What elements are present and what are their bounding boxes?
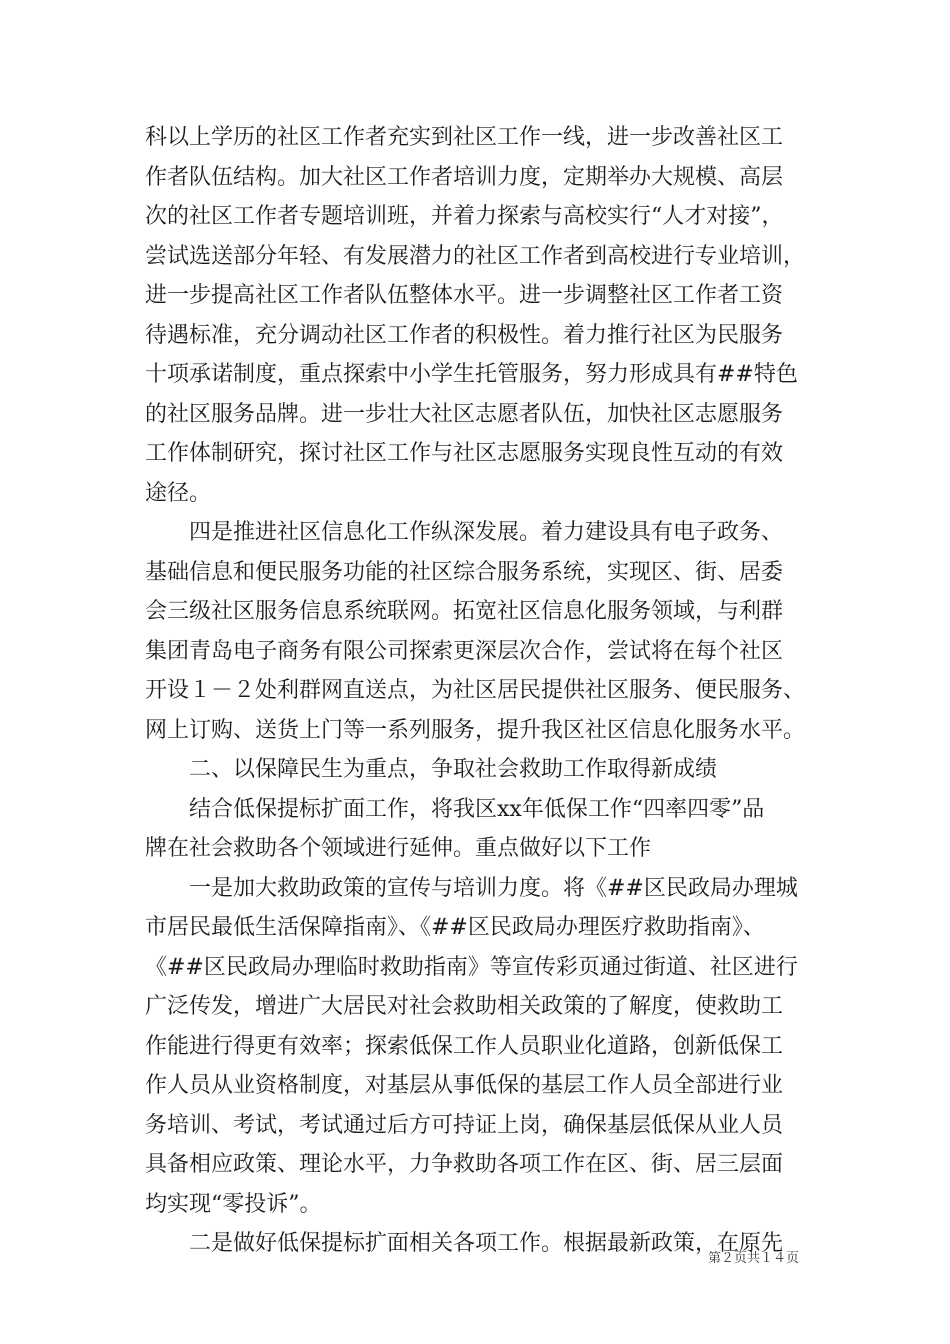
text-line: 均实现“零投诉”。	[145, 1191, 322, 1217]
text-line: 作能进行得更有效率；探索低保工作人员职业化道路，创新低保工	[145, 1033, 784, 1059]
text-line: 一是加大救助政策的宣传与培训力度。将《##区民政局办理城	[145, 875, 798, 901]
text-line: 结合低保提标扩面工作，将我区xx年低保工作“四率四零”品	[145, 796, 765, 822]
text-line: 作者队伍结构。加大社区工作者培训力度，定期举办大规模、高层	[145, 164, 784, 190]
text-line: 次的社区工作者专题培训班，并着力探索与高校实行“人才对接”，	[145, 204, 784, 229]
text-line: 作人员从业资格制度，对基层从事低保的基层工作人员全部进行业	[145, 1073, 784, 1098]
text-line: 集团青岛电子商务有限公司探索更深层次合作，尝试将在每个社区	[145, 638, 784, 664]
text-line: 十项承诺制度，重点探索中小学生托管服务，努力形成具有##特色	[145, 362, 798, 387]
text-line: 具备相应政策、理论水平，力争救助各项工作在区、街、居三层面	[145, 1152, 784, 1177]
text-line: 广泛传发，增进广大居民对社会救助相关政策的了解度，使救助工	[145, 994, 784, 1019]
text-line: 基础信息和便民服务功能的社区综合服务系统，实现区、街、居委	[145, 559, 784, 585]
text-line: 的社区服务品牌。进一步壮大社区志愿者队伍，加快社区志愿服务	[145, 401, 784, 427]
text-line: 进一步提高社区工作者队伍整体水平。进一步调整社区工作者工资	[145, 283, 784, 308]
text-line: 务培训、考试，考试通过后方可持证上岗，确保基层低保从业人员	[145, 1112, 784, 1138]
text-line: 四是推进社区信息化工作纵深发展。着力建设具有电子政务、	[145, 520, 784, 545]
text-line: 牌在社会救助各个领域进行延伸。重点做好以下工作	[145, 836, 652, 861]
section-heading: 二、以保障民生为重点，争取社会救助工作取得新成绩	[145, 757, 718, 782]
text-line: 尝试选送部分年轻、有发展潜力的社区工作者到高校进行专业培训，	[145, 243, 806, 269]
text-line: 途径。	[145, 480, 212, 506]
page-number: 第２页共１４页	[708, 1251, 800, 1266]
text-line: 会三级社区服务信息系统联网。拓宽社区信息化服务领域，与利群	[145, 599, 784, 624]
text-line: 工作体制研究，探讨社区工作与社区志愿服务实现良性互动的有效	[145, 441, 784, 466]
document-body	[145, 118, 810, 1264]
text-line: 《##区民政局办理临时救助指南》等宣传彩页通过街道、社区进行	[145, 954, 798, 980]
text-line: 网上订购、送货上门等一系列服务，提升我区社区信息化服务水平。	[145, 717, 806, 743]
text-line: 市居民最低生活保障指南》、《##区民政局办理医疗救助指南》、	[145, 915, 765, 940]
text-line: 开设１－２处利群网直送点，为社区居民提供社区服务、便民服务、	[145, 678, 806, 703]
text-line: 待遇标准，充分调动社区工作者的积极性。着力推行社区为民服务	[145, 322, 784, 348]
text-line: 科以上学历的社区工作者充实到社区工作一线，进一步改善社区工	[145, 125, 784, 150]
text-line: 二是做好低保提标扩面相关各项工作。根据最新政策，在原先	[145, 1231, 784, 1256]
